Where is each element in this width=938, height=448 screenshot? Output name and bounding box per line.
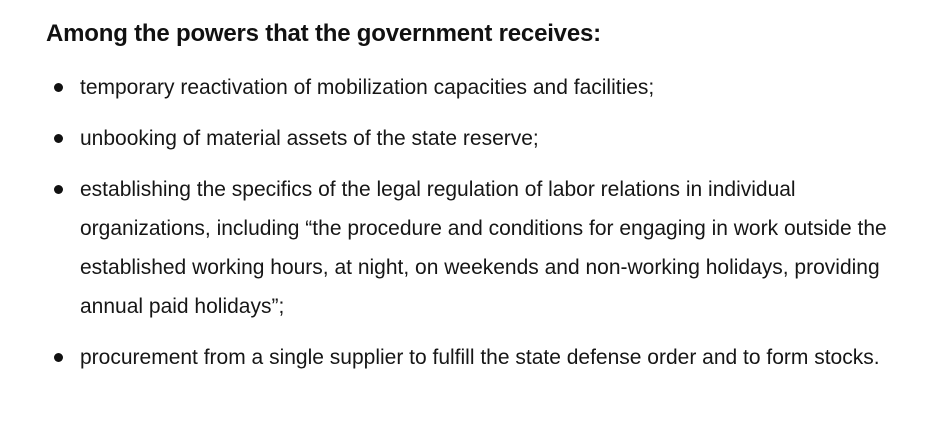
list-item xyxy=(46,68,916,107)
list-item xyxy=(46,170,916,326)
list-item-text: temporary reactivation of mobilization capacities and facilities; xyxy=(80,76,655,99)
bullet-icon xyxy=(54,185,63,194)
list-item xyxy=(46,119,916,158)
bullet-icon xyxy=(54,83,63,92)
bullet-icon xyxy=(54,134,63,143)
article-section xyxy=(46,18,916,389)
section-heading: Among the powers that the government receives: xyxy=(46,20,601,47)
list-item-text: establishing the specifics of the legal regulation of labor relations in individual organizations, including “the procedure and conditions for engaging in work outside the established working hours, at night, on weekends and non-working holidays, providing annual paid holidays”; xyxy=(80,178,887,318)
list-item-text: procurement from a single supplier to fulfill the state defense order and to form stocks. xyxy=(80,346,880,369)
bullet-icon xyxy=(54,353,63,362)
list-item xyxy=(46,338,916,377)
list-item-text: unbooking of material assets of the state reserve; xyxy=(80,127,539,150)
powers-list xyxy=(46,68,916,377)
